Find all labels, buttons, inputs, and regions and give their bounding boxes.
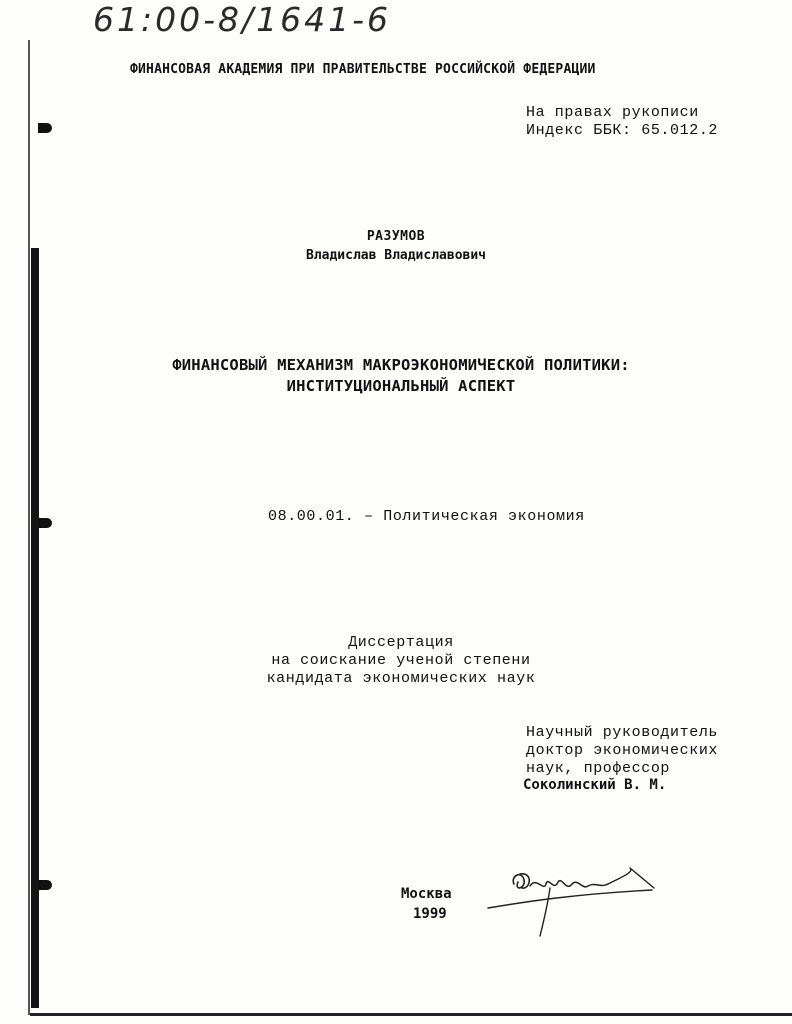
city: Москва <box>401 886 452 902</box>
binding-edge-line <box>28 40 30 1015</box>
binding-mark <box>38 518 52 528</box>
binding-mark <box>38 880 52 890</box>
author-signature <box>484 862 664 942</box>
supervisor-degree: наук, профессор <box>526 760 671 777</box>
supervisor-role: Научный руководитель <box>526 724 719 741</box>
institution-name: ФИНАНСОВАЯ АКАДЕМИЯ ПРИ ПРАВИТЕЛЬСТВЕ РОССИЙСКОЙ ФЕДЕРАЦИИ <box>130 62 596 77</box>
dissertation-label: Диссертация <box>348 634 454 651</box>
bbk-index: Индекс ББК: 65.012.2 <box>526 122 719 139</box>
supervisor-name: Соколинский В. М. <box>523 777 667 793</box>
archive-number: 61:00-8/1641-6 <box>93 0 392 39</box>
rights-line: На правах рукописи <box>526 104 699 121</box>
specialty-code: 08.00.01. – Политическая экономия <box>268 508 585 525</box>
year: 1999 <box>413 906 447 922</box>
binding-mark <box>38 123 52 133</box>
author-name: Владислав Владиславович <box>305 248 486 263</box>
degree-line: на соискание ученой степени <box>271 652 531 669</box>
supervisor-degree: доктор экономических <box>526 742 719 759</box>
author-surname: РАЗУМОВ <box>366 229 426 244</box>
dissertation-title-line: ФИНАНСОВЫЙ МЕХАНИЗМ МАКРОЭКОНОМИЧЕСКОЙ ПОЛИТИКИ: <box>172 356 630 374</box>
page-bottom-edge <box>30 1013 792 1016</box>
dissertation-title-line: ИНСТИТУЦИОНАЛЬНЫЙ АСПЕКТ <box>286 377 516 395</box>
degree-line: кандидата экономических наук <box>266 670 536 687</box>
